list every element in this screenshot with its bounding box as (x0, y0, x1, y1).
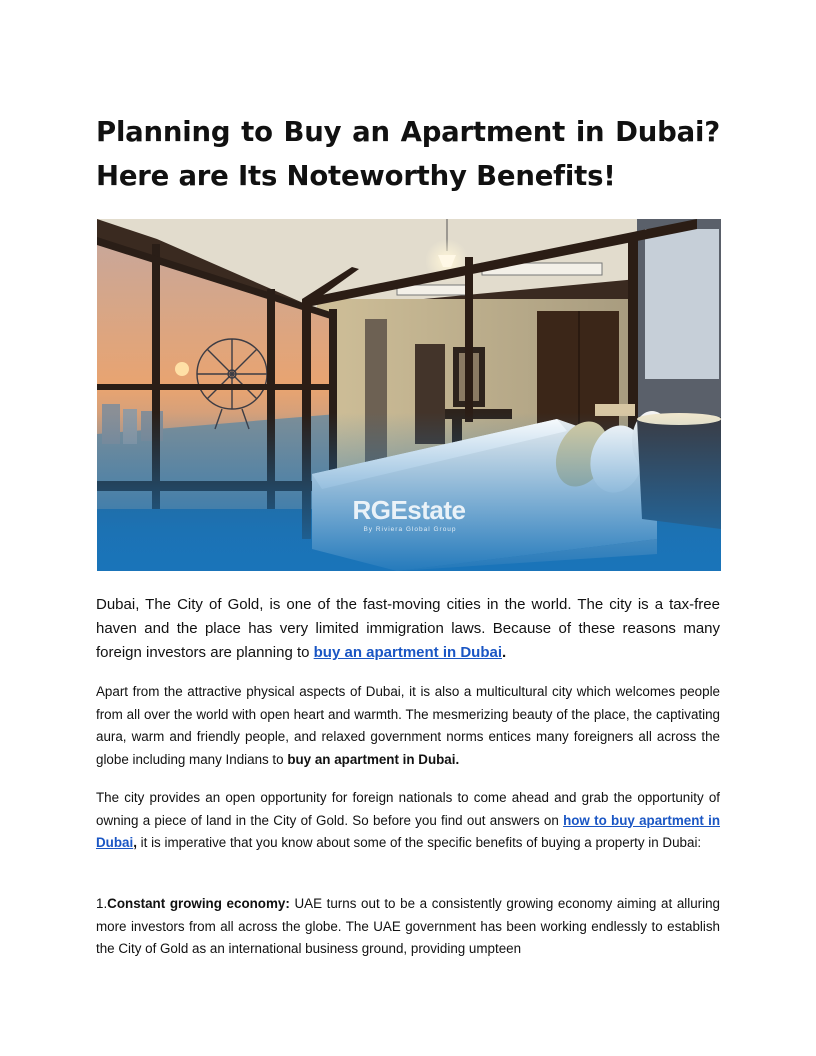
link-buy-apartment[interactable]: buy an apartment in Dubai (313, 644, 502, 661)
watermark-logo: RGEstate (352, 495, 466, 525)
article-title: Planning to Buy an Apartment in Dubai? Here are Its Noteworthy Benefits! (96, 116, 720, 192)
paragraph-benefit-1: 1.Constant growing economy: UAE turns out to be a consistently growing economy aiming at alluring more investors from all across the globe. The UAE government has been working endlessly to establish the City of Gold as an international business ground, providing umpteen (96, 896, 721, 956)
paragraph-opportunity: The city provides an open opportunity for foreign nationals to come ahead and grab the opportunity of owning a piece of land in the City of Gold. So before you find out answers on how to buy apartment in Dubai, it is imperative that you know about some of the specific benefits of buying a property in Dubai: (96, 790, 720, 850)
bold-phrase: buy an apartment in Dubai. (287, 751, 460, 767)
benefit-heading: Constant growing economy: (107, 896, 290, 911)
watermark-tagline: By Riviera Global Group (363, 526, 457, 533)
paragraph-multicultural: Apart from the attractive physical aspects of Dubai, it is also a multicultural city which welcomes people from all over the world with open heart and warmth. The mesmerizing beauty of the place, the captivating aura, warm and friendly people, and relaxed government norms entices many foreigners all across the globe including many Indians to buy an apartment in Dubai. (96, 684, 720, 767)
link-how-to-buy[interactable]: how to buy apartment in Dubai (96, 812, 720, 850)
paragraph-intro: Dubai, The City of Gold, is one of the fast-moving cities in the world. The city is a tax-free haven and the place has very limited immigration laws. Because of these reasons many foreign investors are planning to buy an apartment in Dubai. (96, 596, 720, 661)
hero-image (97, 219, 721, 571)
